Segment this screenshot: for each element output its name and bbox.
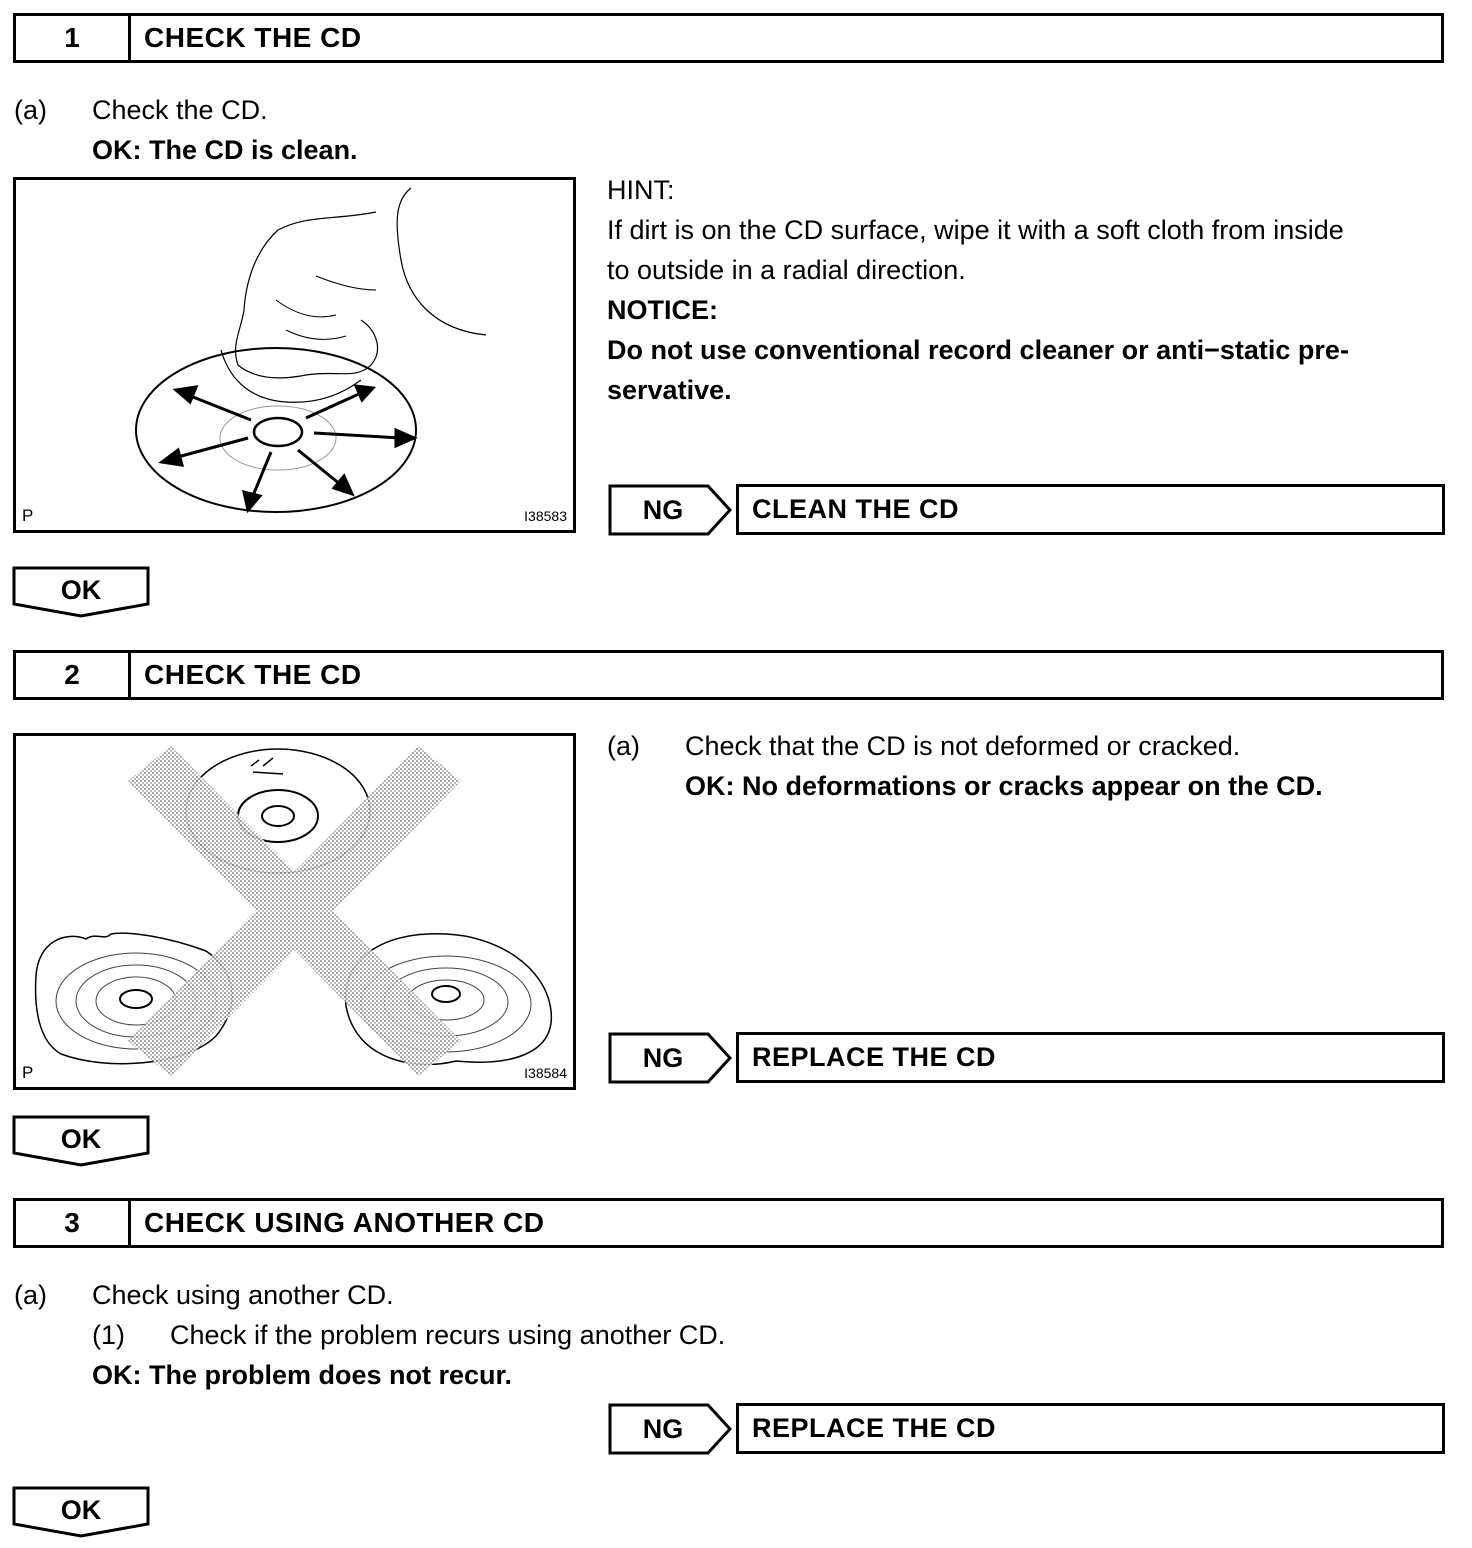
hint-text-line: to outside in a radial direction.: [607, 255, 966, 285]
notice-text-line: Do not use conventional record cleaner or anti−static pre-: [607, 335, 1349, 365]
ok-tag: [12, 1115, 150, 1167]
notice-text-line: servative.: [607, 375, 732, 405]
figure-corner-letter: P: [22, 506, 34, 525]
item-label: (a): [14, 1280, 47, 1310]
ok-criteria: OK: No deformations or cracks appear on the CD.: [685, 771, 1323, 801]
ok-tag: [12, 566, 150, 618]
figure-id: I38584: [524, 1065, 567, 1081]
step-number: 3: [16, 1201, 131, 1245]
figure-corner-letter: P: [22, 1063, 34, 1082]
item-text: Check using another CD.: [92, 1280, 394, 1310]
ng-label: NG: [642, 1413, 684, 1444]
ng-result-box: CLEAN THE CD: [736, 484, 1445, 535]
item-text: Check the CD.: [92, 95, 268, 125]
ok-label: OK: [60, 574, 102, 605]
ok-label: OK: [60, 1123, 102, 1154]
cd-wipe-drawing: [16, 180, 573, 530]
notice-title: NOTICE:: [607, 295, 718, 325]
step-title: CHECK USING ANOTHER CD: [144, 1207, 545, 1238]
hint-title: HINT:: [607, 175, 675, 205]
ok-label: OK: [60, 1494, 102, 1525]
ok-criteria: OK: The problem does not recur.: [92, 1360, 513, 1390]
step-title: CHECK THE CD: [144, 22, 362, 53]
item-label: (a): [607, 731, 640, 761]
deformed-cd-illustration: [13, 733, 576, 1090]
cd-cleaning-illustration: [13, 177, 576, 533]
sub-item-label: (1): [92, 1320, 125, 1350]
hint-text-line: If dirt is on the CD surface, wipe it with a soft cloth from inside: [607, 215, 1344, 245]
step-2-header: [13, 650, 1444, 700]
ng-result-box: REPLACE THE CD: [736, 1403, 1445, 1454]
sub-item-text: Check if the problem recurs using another CD.: [170, 1320, 726, 1350]
step-number: 1: [16, 16, 131, 60]
ng-label: NG: [642, 1042, 684, 1073]
ok-criteria: OK: The CD is clean.: [92, 135, 358, 165]
deformed-cd-drawing: [16, 736, 573, 1087]
ng-tag: [608, 484, 732, 536]
ng-label: NG: [642, 494, 684, 525]
step-number: 2: [16, 653, 131, 697]
ng-result-box: REPLACE THE CD: [736, 1032, 1445, 1083]
step-1-header: [13, 13, 1444, 63]
ng-tag: [608, 1403, 732, 1455]
ok-tag: [12, 1486, 150, 1538]
ng-tag: [608, 1032, 732, 1084]
step-title: CHECK THE CD: [144, 659, 362, 690]
step-3-header: [13, 1198, 1444, 1248]
figure-id: I38583: [524, 508, 567, 524]
item-label: (a): [14, 95, 47, 125]
item-text: Check that the CD is not deformed or cracked.: [685, 731, 1241, 761]
